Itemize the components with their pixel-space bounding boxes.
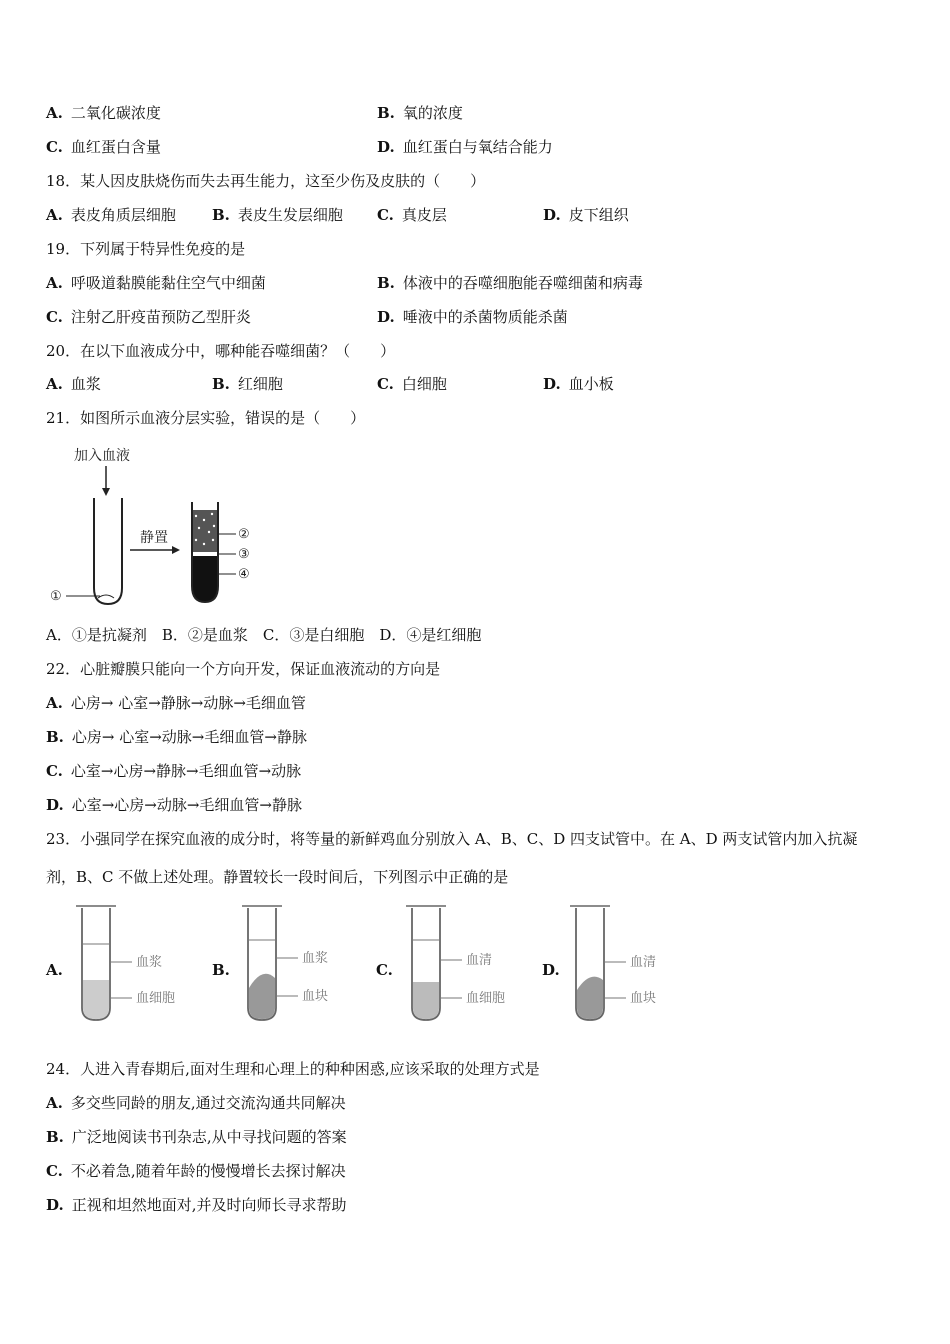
tube-empty (94, 498, 122, 604)
q24-option-a: A. 多交些同龄的朋友,通过交流沟通共同解决 (46, 1094, 346, 1112)
q23-tubes-figure (40, 900, 700, 1030)
q24-option-c: C. 不必着急,随着年龄的慢慢增长去探讨解决 (46, 1162, 346, 1180)
q19-option-c: C. 注射乙肝疫苗预防乙型肝炎 (46, 308, 251, 326)
q24-option-b: B. 广泛地阅读书刊杂志,从中寻找问题的答案 (46, 1128, 347, 1146)
q20-option-b: B. 红细胞 (212, 375, 283, 393)
stand-label: 静置 (140, 530, 168, 546)
tube-b-letter: B. (212, 961, 230, 979)
tube-d-letter: D. (542, 961, 560, 979)
q20-stem: 20．在以下血液成分中，哪种能吞噬细菌？（ ） (46, 342, 396, 360)
q18-stem: 18．某人因皮肤烧伤而失去再生能力，这至少伤及皮肤的（ ） (46, 172, 486, 190)
tube-b (212, 906, 328, 1020)
q19-option-a: A. 呼吸道黏膜能黏住空气中细菌 (46, 274, 266, 292)
q22-option-c: C. 心室→心房→静脉→毛细血管→动脉 (46, 762, 302, 780)
tube-a-letter: A. (46, 961, 63, 979)
tube-buffy-layer (192, 552, 218, 556)
q20-option-a: A. 血浆 (46, 375, 101, 393)
q20-option-d: D. 血小板 (543, 375, 614, 393)
q20-option-c: C. 白细胞 (377, 375, 447, 393)
q17-option-b: B. 氧的浓度 (377, 104, 463, 122)
tube-a-top-label: 血浆 (136, 955, 163, 970)
q21-options: A．①是抗凝剂 B．②是血浆 C．③是白细胞 D．④是红细胞 (46, 626, 482, 644)
tube-d-bottom-label: 血块 (630, 991, 657, 1006)
add-blood-label: 加入血液 (74, 448, 130, 464)
q21-stem: 21．如图所示血液分层实验，错误的是（ ） (46, 409, 366, 427)
tube-a-bottom-label: 血细胞 (136, 991, 176, 1006)
marker-3: ③ (238, 547, 250, 562)
q18-option-a: A. 表皮角质层细胞 (46, 206, 176, 224)
marker-4: ④ (238, 567, 250, 582)
tube-b-top-label: 血浆 (302, 951, 329, 966)
q22-option-b: B. 心房→ 心室→动脉→毛细血管→静脉 (46, 728, 307, 746)
tube-c-top-label: 血清 (466, 953, 493, 968)
q24-stem: 24．人进入青春期后,面对生理和心理上的种种困惑,应该采取的处理方式是 (46, 1060, 540, 1078)
tube-c-bottom-label: 血细胞 (466, 991, 506, 1006)
tube-b-bottom-label: 血块 (302, 989, 329, 1004)
tube-red-layer (192, 556, 218, 602)
tube-d-top-label: 血清 (630, 955, 657, 970)
q17-option-a: A. 二氧化碳浓度 (46, 104, 161, 122)
q19-option-b: B. 体液中的吞噬细胞能吞噬细菌和病毒 (377, 274, 643, 292)
q23-stem-line1: 23．小强同学在探究血液的成分时，将等量的新鲜鸡血分别放入 A、B、C、D 四支试管中。在 A、D 两支试管内加入抗凝 (46, 830, 858, 848)
q18-option-d: D. 皮下组织 (543, 206, 629, 224)
marker-2: ② (238, 527, 250, 542)
tube-a (45, 906, 175, 1020)
q22-stem: 22．心脏瓣膜只能向一个方向开发，保证血液流动的方向是 (46, 660, 441, 678)
q19-stem: 19．下列属于特异性免疫的是 (46, 240, 246, 258)
q19-option-d: D. 唾液中的杀菌物质能杀菌 (377, 308, 568, 326)
q24-option-d: D. 正视和坦然地面对,并及时向师长寻求帮助 (46, 1196, 347, 1214)
q23-stem-line2: 剂，B、C 不做上述处理。静置较长一段时间后，下列图示中正确的是 (46, 868, 509, 886)
q22-option-d: D. 心室→心房→动脉→毛细血管→静脉 (46, 796, 302, 814)
tube-c-letter: C. (376, 961, 393, 979)
q17-option-c: C. 血红蛋白含量 (46, 138, 161, 156)
q18-option-c: C. 真皮层 (377, 206, 447, 224)
q17-option-d: D. 血红蛋白与氧结合能力 (377, 138, 553, 156)
q22-option-a: A. 心房→ 心室→静脉→动脉→毛细血管 (46, 694, 306, 712)
tube-d (542, 906, 656, 1020)
blood-layering-figure (44, 440, 284, 610)
marker-1: ① (50, 589, 62, 604)
tube-c (376, 906, 505, 1020)
q18-option-b: B. 表皮生发层细胞 (212, 206, 343, 224)
